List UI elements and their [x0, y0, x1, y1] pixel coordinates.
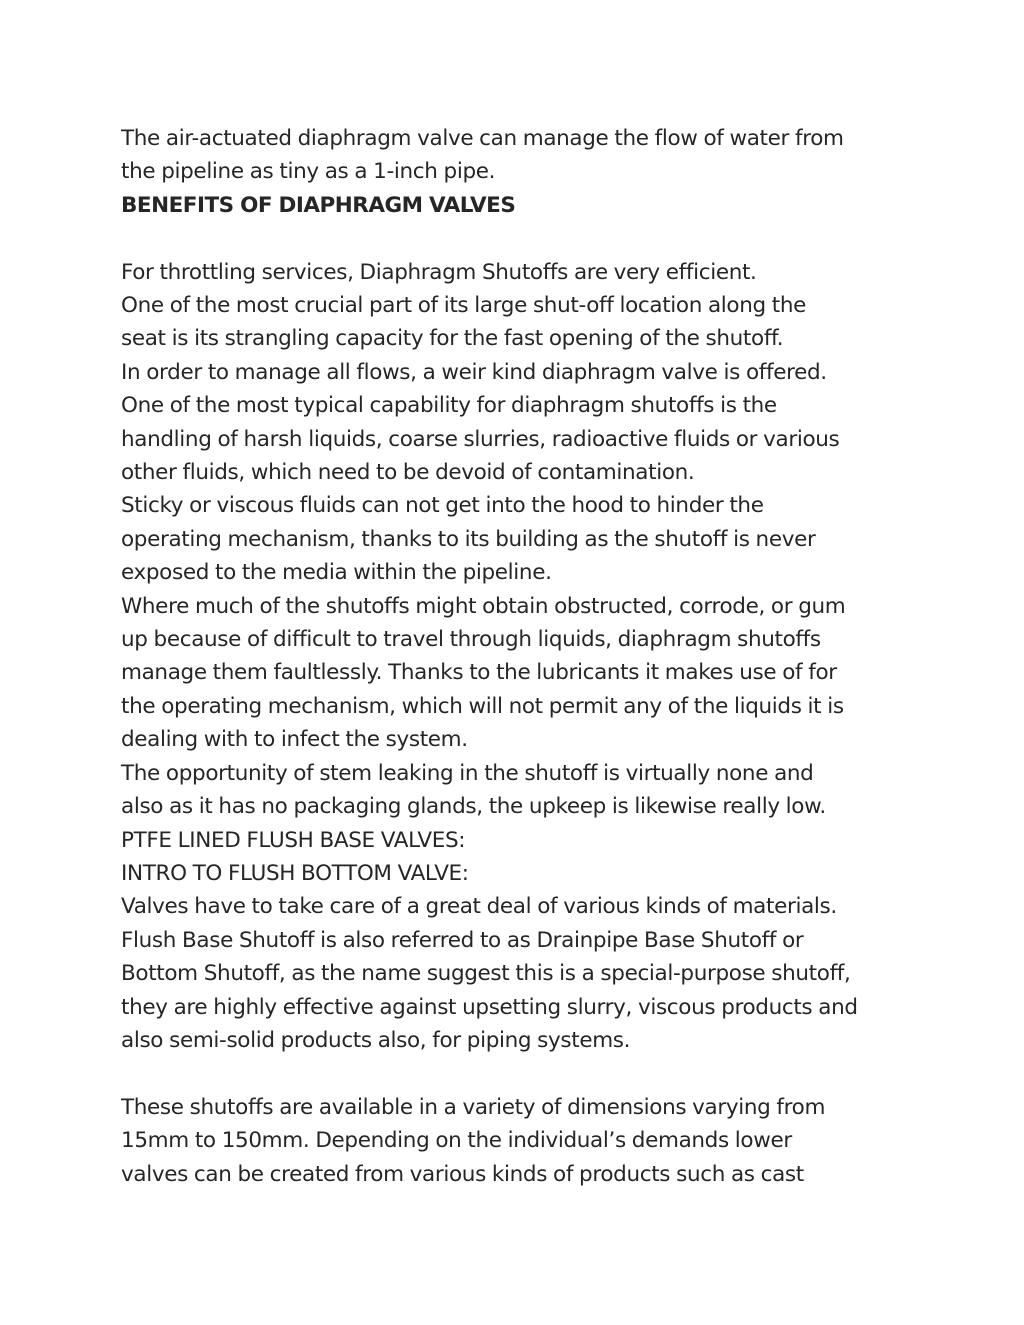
body-paragraph-1: [121, 256, 911, 1058]
text-line: seat is its strangling capacity for the fast opening of the shutoff.: [121, 326, 784, 352]
text-line: In order to manage all flows, a weir kind diaphragm valve is offered.: [121, 359, 827, 385]
text-line: also as it has no packaging glands, the upkeep is likewise really low.: [121, 794, 826, 820]
text-line: manage them faultlessly. Thanks to the lubricants it makes use of for: [121, 660, 837, 686]
document-page: [121, 122, 911, 1191]
text-line: INTRO TO FLUSH BOTTOM VALVE:: [121, 860, 469, 886]
text-line: One of the most typical capability for diaphragm shutoffs is the: [121, 393, 777, 419]
text-line: 15mm to 150mm. Depending on the individual’s demands lower: [121, 1128, 792, 1154]
text-line: Flush Base Shutoff is also referred to as Drainpipe Base Shutoff or: [121, 927, 804, 953]
text-line: The opportunity of stem leaking in the shutoff is virtually none and: [121, 760, 814, 786]
text-line: they are highly effective against upsetting slurry, viscous products and: [121, 994, 858, 1020]
text-line: other fluids, which need to be devoid of contamination.: [121, 460, 695, 486]
text-line: One of the most crucial part of its large shut-off location along the: [121, 293, 807, 319]
section-heading: BENEFITS OF DIAPHRAGM VALVES: [121, 192, 516, 218]
text-line: For throttling services, Diaphragm Shutoffs are very efficient.: [121, 259, 757, 285]
text-line: the operating mechanism, which will not permit any of the liquids it is: [121, 693, 844, 719]
text-line: up because of difficult to travel through liquids, diaphragm shutoffs: [121, 627, 821, 653]
intro-paragraph: [121, 122, 911, 189]
blank-line: [121, 222, 911, 255]
text-line: The air-actuated diaphragm valve can manage the flow of water from: [121, 126, 844, 151]
text-line: Where much of the shutoffs might obtain obstructed, corrode, or gum: [121, 593, 846, 619]
text-line: valves can be created from various kinds of products such as cast: [121, 1161, 804, 1187]
text-line: Bottom Shutoff, as the name suggest this is a special-purpose shutoff,: [121, 961, 851, 987]
text-line: operating mechanism, thanks to its building as the shutoff is never: [121, 526, 816, 552]
text-line: dealing with to infect the system.: [121, 727, 468, 753]
text-line: These shutoffs are available in a variety of dimensions varying from: [121, 1094, 826, 1120]
text-line: Valves have to take care of a great deal of various kinds of materials.: [121, 894, 837, 920]
text-line: handling of harsh liquids, coarse slurries, radioactive fluids or various: [121, 426, 840, 452]
text-line: also semi-solid products also, for piping systems.: [121, 1027, 631, 1053]
text-line: Sticky or viscous fluids can not get into the hood to hinder the: [121, 493, 764, 519]
text-line: PTFE LINED FLUSH BASE VALVES:: [121, 827, 466, 853]
text-line: exposed to the media within the pipeline.: [121, 560, 552, 586]
text-line: the pipeline as tiny as a 1-inch pipe.: [121, 159, 496, 185]
body-paragraph-2: [121, 1091, 911, 1191]
blank-line: [121, 1057, 911, 1090]
